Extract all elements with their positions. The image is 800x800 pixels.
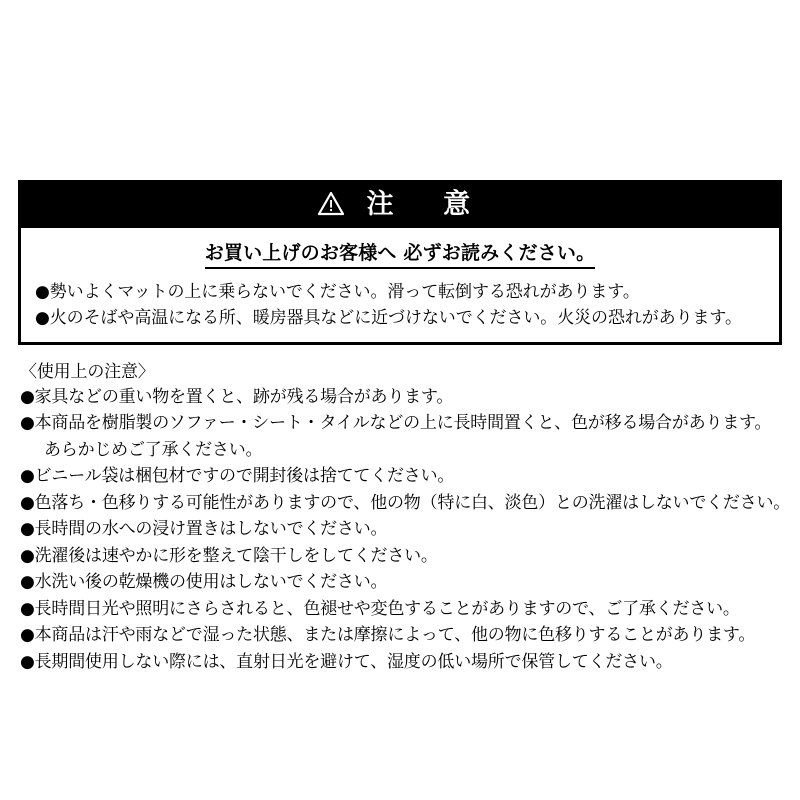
primary-notice-list: [21, 271, 779, 342]
caution-notice-block: [18, 180, 791, 675]
usage-notice-item: ●色落ち・色移りする可能性がありますので、他の物（特に白、淡色）との洗濯はしないでください。: [20, 492, 791, 513]
usage-notice-item: ●本商品を樹脂製のソファー・シート・タイルなどの上に長時間置くと、色が移る場合があります。: [20, 413, 772, 434]
usage-notice-item: ●水洗い後の乾燥機の使用はしないでください。: [20, 572, 388, 593]
usage-notice-item: ●本商品は汗や雨などで湿った状態、または摩擦によって、他の物に色移りすることがあります。: [20, 625, 756, 646]
caution-title: 注 意: [366, 188, 482, 220]
caution-banner: [18, 180, 782, 228]
warning-triangle-icon: [318, 192, 344, 216]
usage-notice-item: ●家具などの重い物を置くと、跡が残る場合があります。: [20, 386, 454, 407]
subheading: お買い上げのお客様へ 必ずお読みください。: [205, 238, 596, 269]
usage-notice-item: ●ビニール袋は梱包材ですので開封後は捨ててください。: [20, 466, 455, 487]
primary-notice-item: ●勢いよくマットの上に乗らないでください。滑って転倒する恐れがあります。: [35, 282, 640, 302]
usage-notice-item: ●洗濯後は速やかに形を整えて陰干しをしてください。: [20, 545, 438, 566]
primary-notice-item: ●火のそばや高温になる所、暖房器具などに近づけないでください。火災の恐れがあります。: [35, 308, 742, 329]
usage-notice-item: ●長期間使用しない際には、直射日光を避けて、湿度の低い場所で保管してください。: [20, 651, 673, 672]
usage-notice-list: [18, 384, 791, 676]
usage-section-title: 〈使用上の注意〉: [20, 361, 155, 382]
usage-notice-item-continuation: あらかじめご了承ください。: [44, 439, 263, 460]
primary-notice-box: [18, 228, 782, 345]
usage-notice-item: ●長時間の水への浸け置きはしないでください。: [20, 519, 388, 540]
subheading-wrap: [21, 228, 779, 271]
usage-notice-item: ●長時間日光や照明にさらされると、色褪せや変色することがありますので、ご了承ください。: [20, 598, 740, 619]
